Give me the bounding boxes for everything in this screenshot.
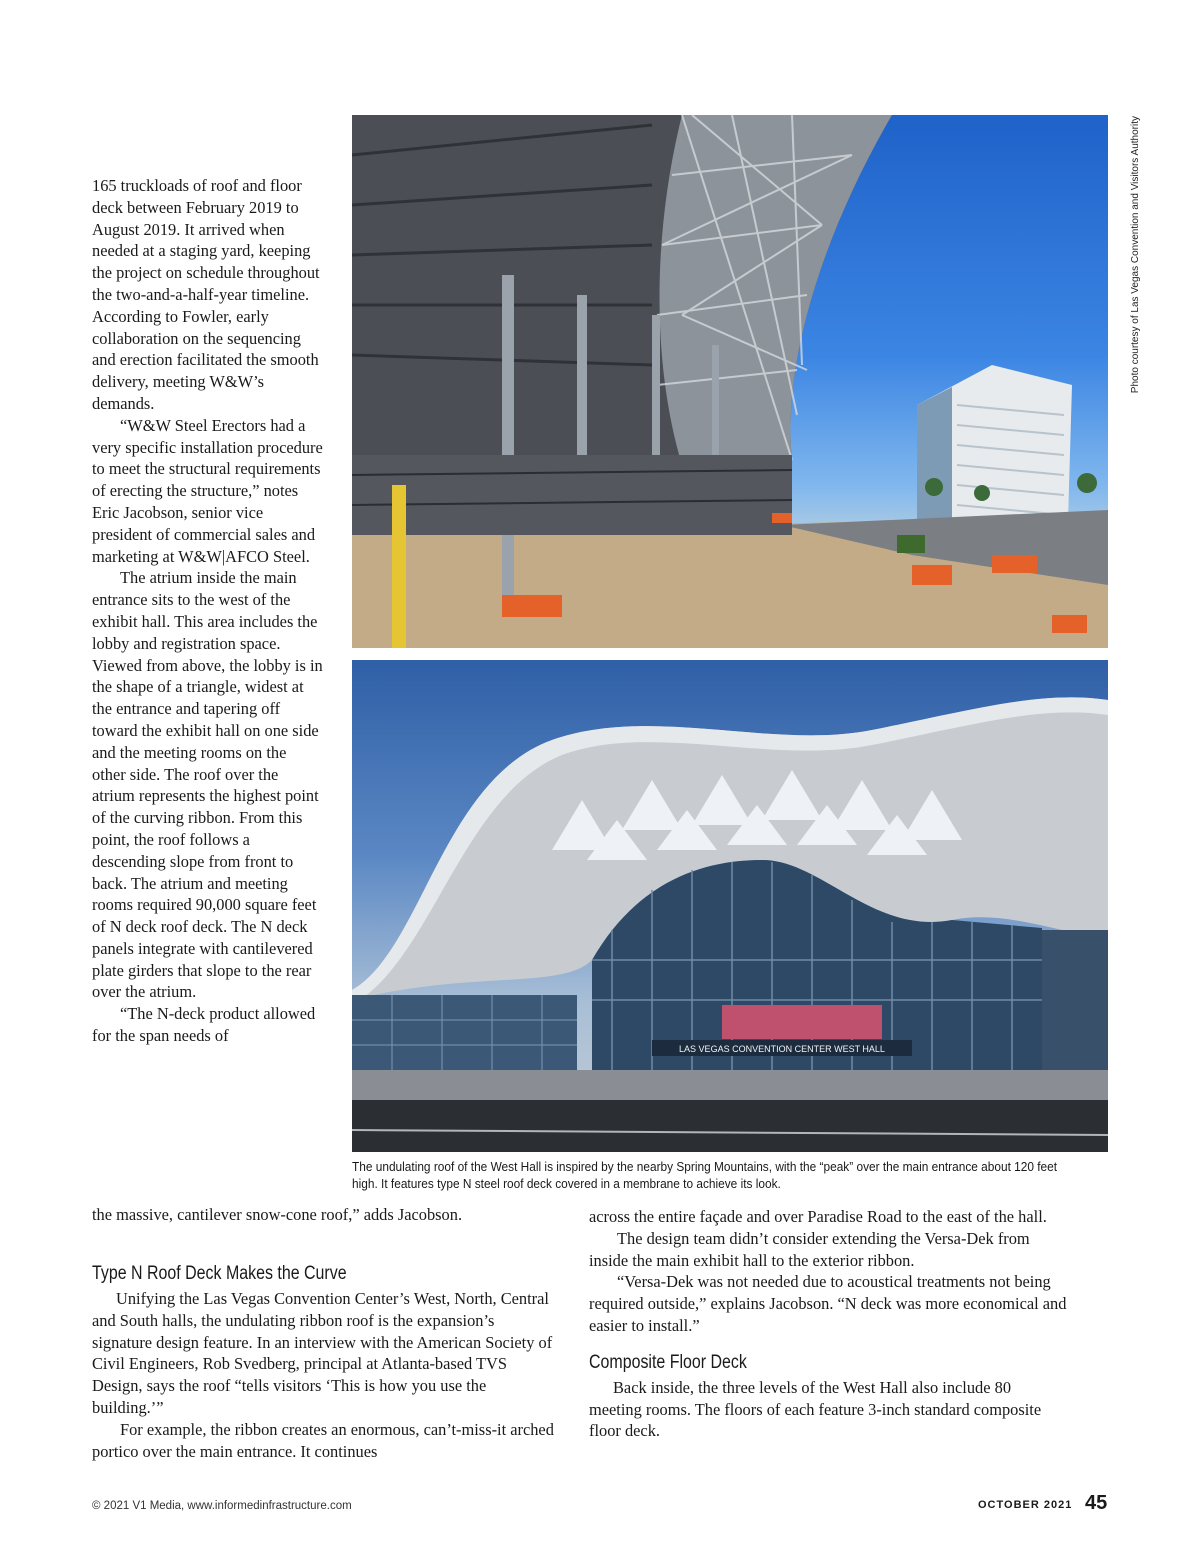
west-hall-photo [352,660,1108,1152]
paragraph: across the entire façade and over Paradise Road to the east of the hall. [589,1207,1047,1226]
article-section-roof-deck [92,1262,558,1462]
paragraph: The design team didn’t consider extending the Versa-Dek from inside the main exhibit hall to the exterior ribbon. [589,1228,1030,1270]
paragraph: 165 truckloads of roof and floor deck between February 2019 to August 2019. It arrived when needed at a staging yard, keeping the project on schedule throughout the two-and-a-half-year timeline. According to Fowler, early collaboration on the sequencing and erection facilitated the smooth delivery, meeting W&W’s demands. [92,176,320,413]
article-column-right [589,1206,1067,1442]
footer-issue-date: OCTOBER 2021 [978,1499,1073,1511]
paragraph: “Versa-Dek was not needed due to acoustical treatments not being required outside,” explains Jacobson. “N deck was more economical and easier to install.” [589,1272,1067,1335]
article-column-narrow [92,175,324,1047]
section-heading: Composite Floor Deck [589,1351,747,1373]
paragraph: For example, the ribbon creates an enormous, can’t-miss-it arched portico over the main entrance. It continues [92,1419,554,1461]
article-column-continuation [92,1204,562,1226]
construction-photo [352,115,1108,648]
paragraph: “W&W Steel Erectors had a very specific installation procedure to meet the structural requirements of erecting the structure,” notes Eric Jacobson, senior vice president of commercial sales and marketing at W&W|AFCO Steel. [92,415,323,566]
paragraph: The atrium inside the main entrance sits to the west of the exhibit hall. This area includes the lobby and registration space. Viewed from above, the lobby is in the shape of a triangle, widest at the entrance and tapering off toward the exhibit hall on one side and the meeting rooms on the other side. The roof over the atrium represents the highest point of the curving ribbon. From this point, the roof follows a descending slope from front to back. The atrium and meeting rooms required 90,000 square feet of N deck roof deck. The N deck panels integrate with cantilevered plate girders that slope to the rear over the atrium. [92,568,323,1002]
paragraph: the massive, cantilever snow-cone roof,” adds Jacobson. [92,1205,463,1224]
paragraph: Back inside, the three levels of the West Hall also include 80 meeting rooms. The floors of each feature 3-inch standard composite floor deck. [589,1377,1042,1441]
photo-caption: The undulating roof of the West Hall is inspired by the nearby Spring Mountains, with the “peak” over the main entrance about 120 feet high. It features type N steel roof deck covered in a membrane to achieve its look. [352,1159,1058,1191]
page-number: 45 [1085,1492,1108,1514]
paragraph: Unifying the Las Vegas Convention Center’s West, North, Central and South halls, the undulating ribbon roof is the expansion’s signature design feature. In an interview with the American Society of Civil Engineers, Rob Svedberg, principal at Atlanta-based TVS Design, says the roof “tells visitors ‘This is how you use the building.’” [92,1289,553,1417]
paragraph: “The N-deck product allowed for the span needs of [92,1004,316,1046]
photo-credit: Photo courtesy of Las Vegas Convention and Visitors Authority [1130,116,1141,394]
building-sign: LAS VEGAS CONVENTION CENTER WEST HALL [679,1044,885,1054]
section-heading: Type N Roof Deck Makes the Curve [92,1263,347,1284]
footer-copyright: © 2021 V1 Media, www.informedinfrastructure.com [92,1500,352,1512]
